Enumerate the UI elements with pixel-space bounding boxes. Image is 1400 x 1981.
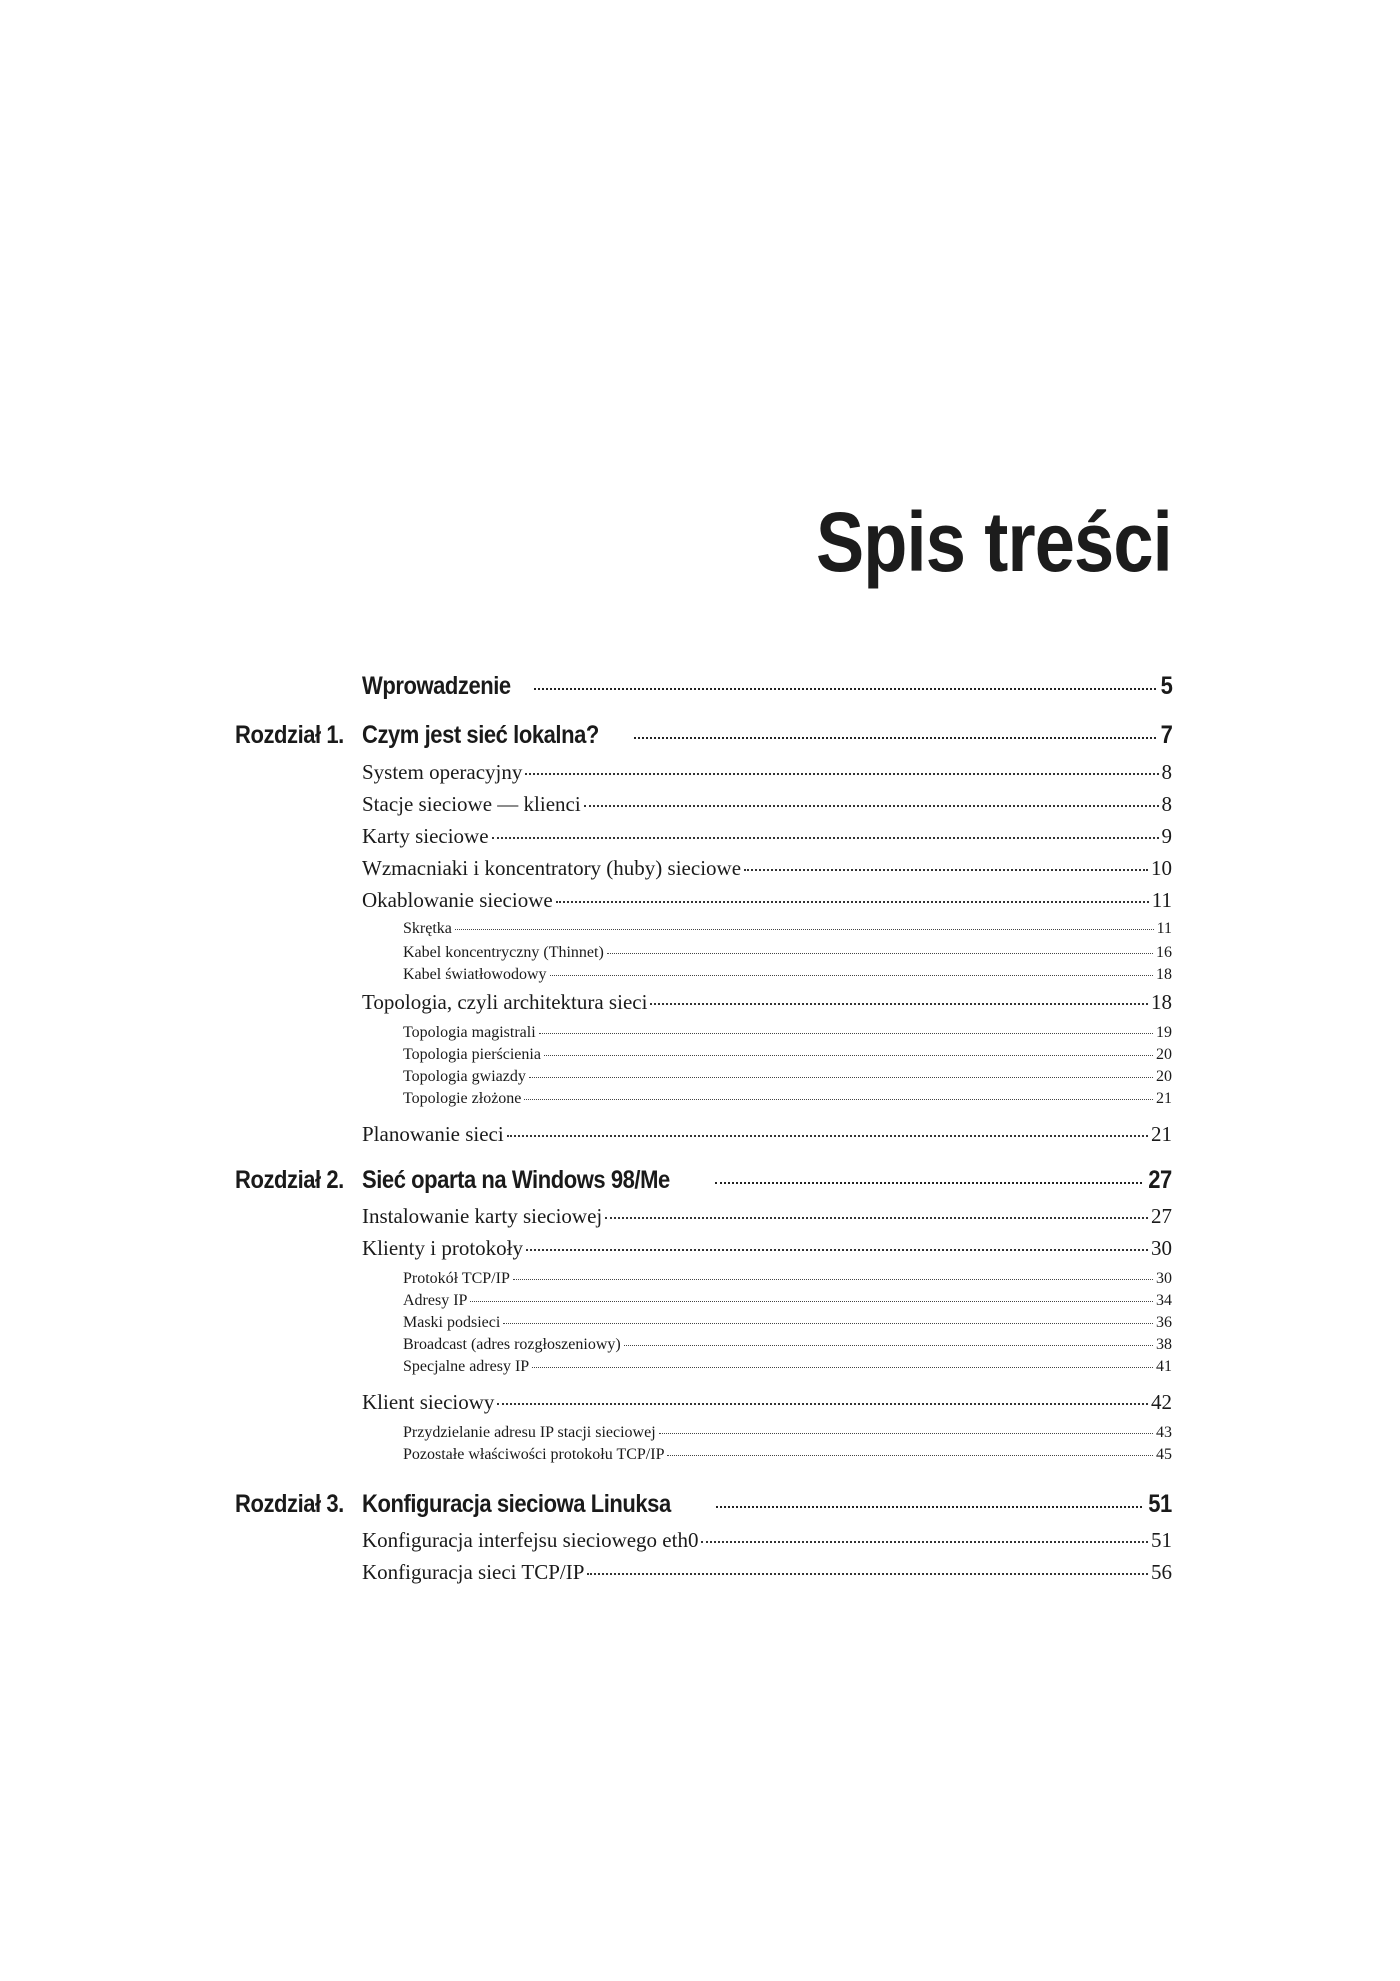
entry-title: Instalowanie karty sieciowej — [362, 1204, 603, 1228]
dot-leader — [497, 1403, 1148, 1405]
dot-leader — [550, 975, 1153, 976]
entry-title: Przydzielanie adresu IP stacji sieciowej — [403, 1424, 656, 1441]
page-number: 51 — [1148, 1490, 1172, 1518]
dot-leader — [744, 869, 1148, 871]
toc-subsection[interactable] — [403, 1068, 1172, 1088]
dot-leader — [526, 1249, 1148, 1251]
page-number: 41 — [1156, 1358, 1172, 1375]
page-number: 9 — [1161, 824, 1172, 848]
toc-subsection[interactable] — [403, 944, 1172, 964]
entry-title: Maski podsieci — [403, 1314, 501, 1331]
dot-leader — [659, 1433, 1153, 1434]
page-number: 27 — [1151, 1204, 1172, 1228]
dot-leader — [534, 688, 1156, 690]
page-number: 20 — [1156, 1046, 1172, 1063]
page-number: 45 — [1156, 1446, 1172, 1463]
entry-title: Protokół TCP/IP — [403, 1270, 510, 1287]
dot-leader — [605, 1217, 1148, 1219]
toc-section[interactable] — [362, 856, 1172, 882]
toc-subsection[interactable] — [403, 966, 1172, 986]
dot-leader — [650, 1003, 1148, 1005]
toc-subsection[interactable] — [403, 1024, 1172, 1044]
page-number: 51 — [1151, 1528, 1172, 1552]
chapter-label: Rozdział 1. — [235, 721, 344, 749]
toc-subsection[interactable] — [403, 1446, 1172, 1466]
toc-subsection[interactable] — [403, 1292, 1172, 1312]
page-number: 56 — [1151, 1560, 1172, 1584]
entry-title: Topologia magistrali — [403, 1024, 536, 1041]
page-number: 18 — [1156, 966, 1172, 983]
page-number: 10 — [1151, 856, 1172, 880]
page-number: 20 — [1156, 1068, 1172, 1085]
page-number: 30 — [1156, 1270, 1172, 1287]
page-number: 7 — [1160, 721, 1172, 749]
entry-title: Klienty i protokoły — [362, 1236, 523, 1260]
entry-title: Sieć oparta na Windows 98/Me — [362, 1166, 670, 1194]
entry-title: Stacje sieciowe — klienci — [362, 792, 581, 816]
dot-leader — [701, 1541, 1148, 1543]
dot-leader — [455, 929, 1154, 930]
dot-leader — [544, 1055, 1153, 1056]
dot-leader — [584, 805, 1159, 807]
toc-chapter[interactable] — [362, 1490, 1172, 1520]
entry-title: Okablowanie sieciowe — [362, 888, 553, 912]
page-number: 42 — [1151, 1390, 1172, 1414]
toc-chapter[interactable] — [362, 721, 1172, 751]
page-number: 18 — [1151, 990, 1172, 1014]
toc-section[interactable] — [362, 888, 1172, 914]
toc-section[interactable] — [362, 1560, 1172, 1586]
toc-section[interactable] — [362, 1122, 1172, 1148]
toc-subsection[interactable] — [403, 1424, 1172, 1444]
page-number: 19 — [1156, 1024, 1172, 1041]
dot-leader — [525, 773, 1158, 775]
page-title: Spis treści — [816, 495, 1172, 589]
dot-leader — [470, 1301, 1153, 1302]
toc-section[interactable] — [362, 792, 1172, 818]
page-number: 27 — [1148, 1166, 1172, 1194]
entry-title: Topologia, czyli architektura sieci — [362, 990, 648, 1014]
entry-title: Kabel koncentryczny (Thinnet) — [403, 944, 604, 961]
dot-leader — [492, 837, 1159, 839]
dot-leader — [529, 1077, 1153, 1078]
toc-section[interactable] — [362, 1528, 1172, 1554]
page-number: 36 — [1156, 1314, 1172, 1331]
dot-leader — [607, 953, 1153, 954]
page-number: 8 — [1161, 792, 1172, 816]
dot-leader — [503, 1323, 1153, 1324]
entry-title: Czym jest sieć lokalna? — [362, 721, 599, 749]
dot-leader — [507, 1135, 1148, 1137]
page-number: 30 — [1151, 1236, 1172, 1260]
entry-title: Kabel światłowodowy — [403, 966, 547, 983]
entry-title: Pozostałe właściwości protokołu TCP/IP — [403, 1446, 665, 1463]
entry-title: Skrętka — [403, 920, 452, 937]
entry-title: Topologia gwiazdy — [403, 1068, 526, 1085]
toc-subsection[interactable] — [403, 1090, 1172, 1110]
toc-subsection[interactable] — [403, 1358, 1172, 1378]
dot-leader — [587, 1573, 1148, 1575]
entry-title: Topologie złożone — [403, 1090, 522, 1107]
chapter-label: Rozdział 2. — [235, 1166, 344, 1194]
dot-leader — [634, 737, 1155, 739]
toc-subsection[interactable] — [403, 920, 1172, 940]
entry-title: Karty sieciowe — [362, 824, 489, 848]
page-number: 21 — [1156, 1090, 1172, 1107]
dot-leader — [715, 1182, 1142, 1184]
toc-subsection[interactable] — [403, 1270, 1172, 1290]
toc-section[interactable] — [362, 1236, 1172, 1262]
toc-section[interactable] — [362, 1390, 1172, 1416]
entry-title: Broadcast (adres rozgłoszeniowy) — [403, 1336, 621, 1353]
entry-title: Konfiguracja sieci TCP/IP — [362, 1560, 585, 1584]
toc-subsection[interactable] — [403, 1314, 1172, 1334]
toc-chapter[interactable] — [362, 1166, 1172, 1196]
toc-section[interactable] — [362, 824, 1172, 850]
toc-subsection[interactable] — [403, 1046, 1172, 1066]
page-number: 8 — [1161, 760, 1172, 784]
page-number: 11 — [1151, 888, 1172, 912]
page-number: 16 — [1156, 944, 1172, 961]
dot-leader — [624, 1345, 1153, 1346]
page-number: 38 — [1156, 1336, 1172, 1353]
entry-title: Topologia pierścienia — [403, 1046, 541, 1063]
dot-leader — [513, 1279, 1153, 1280]
dot-leader — [556, 901, 1149, 903]
toc-intro[interactable] — [362, 672, 1172, 702]
entry-title: Wzmacniaki i koncentratory (huby) sieciowe — [362, 856, 742, 880]
entry-title: Adresy IP — [403, 1292, 468, 1309]
dot-leader — [532, 1367, 1153, 1368]
page-number: 34 — [1156, 1292, 1172, 1309]
page-number: 21 — [1151, 1122, 1172, 1146]
entry-title: Wprowadzenie — [362, 672, 511, 700]
page-number: 43 — [1156, 1424, 1172, 1441]
toc-subsection[interactable] — [403, 1336, 1172, 1356]
entry-title: Specjalne adresy IP — [403, 1358, 530, 1375]
toc-section[interactable] — [362, 760, 1172, 786]
toc-section[interactable] — [362, 990, 1172, 1016]
entry-title: Klient sieciowy — [362, 1390, 495, 1414]
toc-section[interactable] — [362, 1204, 1172, 1230]
chapter-label: Rozdział 3. — [235, 1490, 344, 1518]
dot-leader — [524, 1099, 1153, 1100]
entry-title: System operacyjny — [362, 760, 523, 784]
entry-title: Planowanie sieci — [362, 1122, 504, 1146]
dot-leader — [667, 1455, 1153, 1456]
dot-leader — [539, 1033, 1153, 1034]
page-number: 11 — [1156, 920, 1172, 937]
entry-title: Konfiguracja sieciowa Linuksa — [362, 1490, 671, 1518]
entry-title: Konfiguracja interfejsu sieciowego eth0 — [362, 1528, 699, 1552]
page-number: 5 — [1160, 672, 1172, 700]
dot-leader — [716, 1506, 1142, 1508]
